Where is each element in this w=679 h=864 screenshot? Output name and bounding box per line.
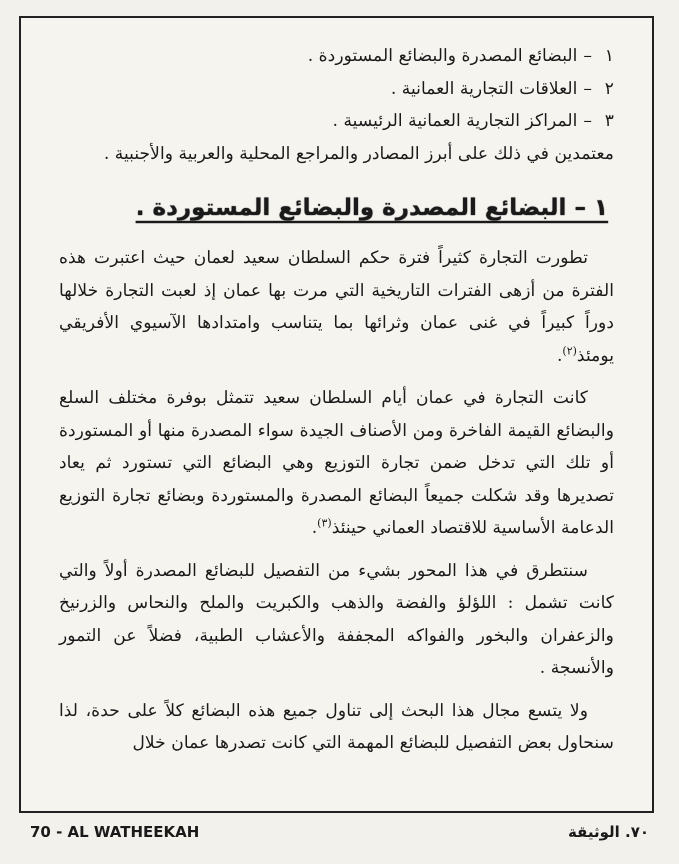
page-frame: [19, 16, 654, 813]
footer-page-label-latin: 70 - AL WATHEEKAH: [30, 823, 200, 841]
footnote-ref: (٣): [317, 516, 332, 530]
list-number: ٢: [604, 78, 614, 99]
section-title: ١ – البضائع المصدرة والبضائع المستوردة .: [135, 195, 608, 221]
page-footer: [30, 823, 649, 847]
list-number: ١: [604, 46, 614, 66]
footnote-ref: (٢): [562, 343, 577, 357]
paragraph: [59, 555, 614, 685]
footer-page-label-arabic: ٧٠. الوثيقة: [567, 823, 649, 841]
document-body: [59, 40, 614, 770]
list-item: ٣–المراكز التجارية العمانية الرئيسية .: [59, 105, 614, 138]
list-text: المراكز التجارية العمانية الرئيسية .: [332, 111, 578, 131]
paragraph-text: سنتطرق في هذا المحور بشيء من التفصيل للبضائع المصدرة أولاً والتي كانت تشمل : اللؤلؤ والفضة والذهب والكبريت والملح والنحاس والزرنيخ والزعفران والبخور والفواكه المجففة والأعشاب الطبية، فضلاً عن التمور والأنسجة .: [59, 560, 614, 678]
paragraph-text: كانت التجارة في عمان أيام السلطان سعيد تتمثل بوفرة مختلف السلع والبضائع القيمة الفاخرة ومن الأصناف الجيدة سواء المصدرة منها أو المستوردة أو تلك التي تدخل ضمن تجارة التوزيع وهي البضائع التي تستورد ثم يعاد تصديرها وقد شكلت جميعاً البضائع المصدرة والمستوردة وبضائع تجارة التوزيع الدعامة الأساسية للاقتصاد العماني حينئذ: [59, 388, 614, 538]
list-item: ٢–العلاقات التجارية العمانية .: [59, 73, 614, 106]
paragraph: [59, 382, 614, 545]
paragraph: [59, 695, 614, 760]
paragraph-text: ولا يتسع مجال هذا البحث إلى تناول جميع هذه البضائع كلاً على حدة، لذا سنحاول بعض التفصيل للبضائع المهمة التي كانت تصدرها عمان خلال: [59, 700, 614, 753]
intro-sentence: معتمدين في ذلك على أبرز المصادر والمراجع المحلية والعربية والأجنبية .: [103, 143, 614, 164]
list-text: العلاقات التجارية العمانية .: [390, 78, 578, 99]
paragraph: [59, 242, 614, 372]
list-number: ٣: [604, 111, 614, 131]
list-text: البضائع المصدرة والبضائع المستوردة .: [307, 46, 578, 66]
paragraph-tail: .: [311, 518, 318, 538]
list-item: ١–البضائع المصدرة والبضائع المستوردة .: [59, 40, 614, 73]
paragraph-tail: .: [556, 345, 563, 366]
paragraph-text: تطورت التجارة كثيراً فترة حكم السلطان سعيد لعمان حيث اعتبرت هذه الفترة من أزهى الفترات التاريخية التي مرت بها عمان إذ لعبت التجارة خلالها دوراً كبيراً في غنى عمان وثرائها بما يتناسب وامتدادها الآسيوي الأفريقي يومئذ: [59, 248, 614, 366]
